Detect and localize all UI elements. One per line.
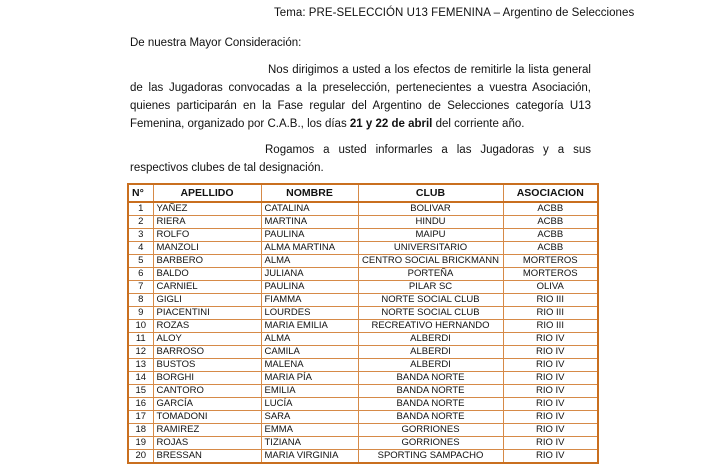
cell-apellido: ROLFO <box>153 229 261 242</box>
cell-asociacion: ACBB <box>503 229 598 242</box>
cell-club: ALBERDI <box>358 359 503 372</box>
cell-club: BANDA NORTE <box>358 372 503 385</box>
cell-asociacion: ACBB <box>503 242 598 255</box>
table-body <box>128 202 598 463</box>
cell-asociacion: MORTEROS <box>503 268 598 281</box>
cell-asociacion: RIO IV <box>503 359 598 372</box>
cell-asociacion: ACBB <box>503 202 598 216</box>
table-row <box>128 294 598 307</box>
cell-asociacion: RIO III <box>503 320 598 333</box>
paragraph-1-end: del corriente año. <box>432 118 525 130</box>
cell-apellido: CANTORO <box>153 385 261 398</box>
table-row <box>128 411 598 424</box>
cell-asociacion: RIO III <box>503 307 598 320</box>
header-nombre: NOMBRE <box>261 184 358 202</box>
cell-asociacion: RIO IV <box>503 333 598 346</box>
cell-club: BOLIVAR <box>358 202 503 216</box>
cell-apellido: GIGLI <box>153 294 261 307</box>
paragraph-2-text: Rogamos a usted informarles a las Jugadoras y a sus respectivos clubes de tal designación. <box>130 144 591 174</box>
letter-paragraph-2 <box>130 141 591 177</box>
table-row <box>128 424 598 437</box>
cell-nombre: LOURDES <box>261 307 358 320</box>
cell-club: HINDU <box>358 216 503 229</box>
table-row <box>128 437 598 450</box>
table-row <box>128 320 598 333</box>
cell-apellido: PIACENTINI <box>153 307 261 320</box>
cell-number: 19 <box>128 437 153 450</box>
cell-nombre: MARTINA <box>261 216 358 229</box>
cell-number: 13 <box>128 359 153 372</box>
cell-asociacion: MORTEROS <box>503 255 598 268</box>
cell-club: NORTE SOCIAL CLUB <box>358 307 503 320</box>
cell-club: BANDA NORTE <box>358 411 503 424</box>
table-row <box>128 346 598 359</box>
cell-number: 17 <box>128 411 153 424</box>
cell-number: 3 <box>128 229 153 242</box>
cell-nombre: MALENA <box>261 359 358 372</box>
cell-nombre: EMMA <box>261 424 358 437</box>
cell-number: 7 <box>128 281 153 294</box>
cell-apellido: BARBERO <box>153 255 261 268</box>
cell-nombre: CATALINA <box>261 202 358 216</box>
cell-club: BANDA NORTE <box>358 385 503 398</box>
cell-nombre: TIZIANA <box>261 437 358 450</box>
cell-asociacion: RIO IV <box>503 411 598 424</box>
cell-nombre: EMILIA <box>261 385 358 398</box>
cell-asociacion: RIO IV <box>503 398 598 411</box>
cell-club: GORRIONES <box>358 424 503 437</box>
cell-nombre: FIAMMA <box>261 294 358 307</box>
table-row <box>128 398 598 411</box>
cell-apellido: BORGHI <box>153 372 261 385</box>
cell-nombre: JULIANA <box>261 268 358 281</box>
cell-nombre: ALMA <box>261 333 358 346</box>
letter-subject: Tema: PRE-SELECCIÓN U13 FEMENINA – Argentino de Selecciones <box>274 7 635 19</box>
cell-number: 16 <box>128 398 153 411</box>
cell-number: 2 <box>128 216 153 229</box>
cell-club: BANDA NORTE <box>358 398 503 411</box>
cell-nombre: SARA <box>261 411 358 424</box>
cell-nombre: MARIA EMILIA <box>261 320 358 333</box>
table-row <box>128 333 598 346</box>
table-row <box>128 450 598 464</box>
table-row <box>128 268 598 281</box>
cell-nombre: CAMILA <box>261 346 358 359</box>
cell-number: 1 <box>128 202 153 216</box>
cell-nombre: MARIA VIRGINIA <box>261 450 358 464</box>
cell-club: PILAR SC <box>358 281 503 294</box>
cell-asociacion: RIO IV <box>503 450 598 464</box>
table-row <box>128 216 598 229</box>
cell-asociacion: RIO IV <box>503 385 598 398</box>
paragraph-1-dates: 21 y 22 de abril <box>349 118 433 130</box>
cell-number: 12 <box>128 346 153 359</box>
table-row <box>128 255 598 268</box>
cell-asociacion: ACBB <box>503 216 598 229</box>
cell-club: NORTE SOCIAL CLUB <box>358 294 503 307</box>
cell-nombre: PAULINA <box>261 281 358 294</box>
cell-apellido: RAMIREZ <box>153 424 261 437</box>
cell-number: 5 <box>128 255 153 268</box>
cell-number: 14 <box>128 372 153 385</box>
cell-apellido: CARNIEL <box>153 281 261 294</box>
cell-number: 11 <box>128 333 153 346</box>
cell-apellido: GARCÍA <box>153 398 261 411</box>
cell-club: UNIVERSITARIO <box>358 242 503 255</box>
cell-number: 9 <box>128 307 153 320</box>
cell-number: 15 <box>128 385 153 398</box>
cell-asociacion: RIO IV <box>503 437 598 450</box>
players-table <box>127 183 599 464</box>
cell-apellido: TOMADONI <box>153 411 261 424</box>
cell-apellido: BALDO <box>153 268 261 281</box>
cell-club: MAIPU <box>358 229 503 242</box>
cell-club: RECREATIVO HERNANDO <box>358 320 503 333</box>
table-header-row <box>128 184 598 202</box>
cell-apellido: MANZOLI <box>153 242 261 255</box>
cell-club: SPORTING SAMPACHO <box>358 450 503 464</box>
cell-nombre: ALMA MARTINA <box>261 242 358 255</box>
cell-nombre: ALMA <box>261 255 358 268</box>
table-row <box>128 202 598 216</box>
table-row <box>128 307 598 320</box>
table-row <box>128 359 598 372</box>
cell-club: GORRIONES <box>358 437 503 450</box>
cell-apellido: BRESSAN <box>153 450 261 464</box>
cell-apellido: BUSTOS <box>153 359 261 372</box>
cell-apellido: YAÑEZ <box>153 202 261 216</box>
cell-club: ALBERDI <box>358 333 503 346</box>
letter-paragraph-1 <box>130 61 591 133</box>
cell-asociacion: RIO IV <box>503 424 598 437</box>
header-club: CLUB <box>358 184 503 202</box>
cell-apellido: ALOY <box>153 333 261 346</box>
header-asociacion: ASOCIACION <box>503 184 598 202</box>
table-row <box>128 229 598 242</box>
table-row <box>128 372 598 385</box>
cell-number: 18 <box>128 424 153 437</box>
cell-number: 4 <box>128 242 153 255</box>
cell-asociacion: RIO IV <box>503 372 598 385</box>
cell-asociacion: RIO III <box>503 294 598 307</box>
letter-greeting: De nuestra Mayor Consideración: <box>130 37 302 49</box>
cell-number: 6 <box>128 268 153 281</box>
cell-number: 10 <box>128 320 153 333</box>
table-row <box>128 242 598 255</box>
cell-number: 8 <box>128 294 153 307</box>
cell-apellido: RIERA <box>153 216 261 229</box>
cell-nombre: PAULINA <box>261 229 358 242</box>
table-row <box>128 281 598 294</box>
cell-nombre: LUCÍA <box>261 398 358 411</box>
cell-club: PORTEÑA <box>358 268 503 281</box>
cell-club: ALBERDI <box>358 346 503 359</box>
cell-apellido: BARROSO <box>153 346 261 359</box>
cell-asociacion: OLIVA <box>503 281 598 294</box>
header-number: N° <box>128 184 153 202</box>
cell-asociacion: RIO IV <box>503 346 598 359</box>
cell-club: CENTRO SOCIAL BRICKMANN <box>358 255 503 268</box>
header-apellido: APELLIDO <box>153 184 261 202</box>
cell-nombre: MARIA PÍA <box>261 372 358 385</box>
cell-apellido: ROJAS <box>153 437 261 450</box>
paragraph-1-text: Nos dirigimos a usted a los efectos de remitirle la lista general de las Jugadoras convocadas a la preselección, pertenecientes a vuestra Asociación, quienes participarán en la Fase regular del Argentino de Selecciones categoría U13 Femenina, organizado por C.A.B., los días <box>130 64 591 130</box>
cell-apellido: ROZAS <box>153 320 261 333</box>
cell-number: 20 <box>128 450 153 464</box>
table-row <box>128 385 598 398</box>
